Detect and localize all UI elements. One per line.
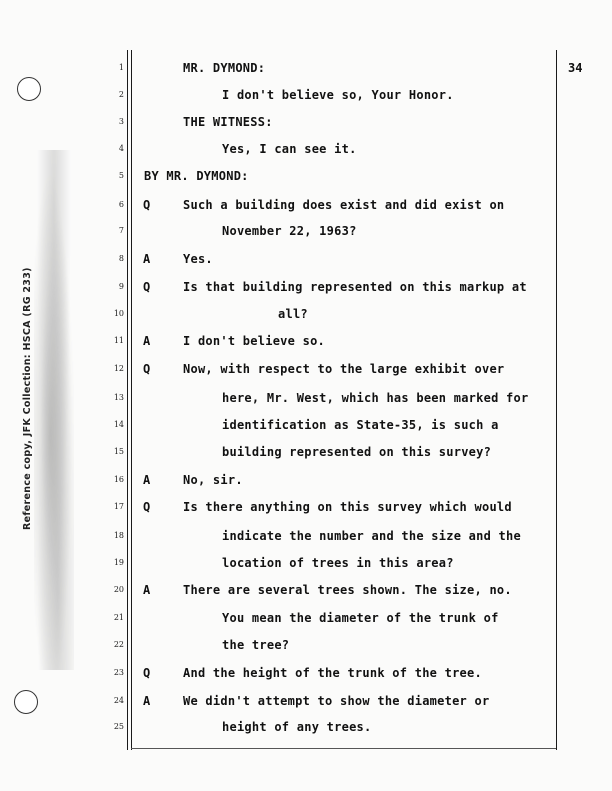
question-marker: Q — [143, 362, 151, 376]
transcript-line — [0, 556, 612, 576]
line-text: Yes, I can see it. — [222, 142, 357, 156]
line-text: We didn't attempt to show the diameter or — [183, 694, 490, 708]
question-marker: Q — [143, 198, 151, 212]
transcript-line — [0, 473, 612, 493]
bottom-rule — [131, 748, 556, 749]
line-number: 8 — [118, 254, 124, 263]
transcript-line — [0, 88, 612, 108]
transcript-line — [0, 445, 612, 465]
line-text: There are several trees shown. The size, no. — [183, 583, 512, 597]
line-number: 10 — [113, 309, 124, 318]
question-marker: Q — [143, 280, 151, 294]
line-number: 24 — [113, 696, 124, 705]
line-text: height of any trees. — [222, 720, 372, 734]
line-number: 13 — [113, 393, 124, 402]
line-text: I don't believe so, Your Honor. — [222, 88, 454, 102]
transcript-line — [0, 61, 612, 81]
transcript-line — [0, 638, 612, 658]
line-number: 22 — [113, 640, 124, 649]
line-text: identification as State-35, is such a — [222, 418, 499, 432]
transcript-line — [0, 115, 612, 135]
line-text: location of trees in this area? — [222, 556, 454, 570]
line-number: 19 — [113, 558, 124, 567]
transcript-line — [0, 169, 612, 189]
line-text: here, Mr. West, which has been marked for — [222, 391, 529, 405]
line-number: 5 — [118, 171, 124, 180]
transcript-line — [0, 362, 612, 382]
line-text: all? — [278, 307, 308, 321]
line-number: 14 — [113, 420, 124, 429]
line-number: 4 — [118, 144, 124, 153]
transcript-line — [0, 694, 612, 714]
line-number: 18 — [113, 531, 124, 540]
transcript-line — [0, 583, 612, 603]
line-text: Yes. — [183, 252, 213, 266]
line-text: You mean the diameter of the trunk of — [222, 611, 499, 625]
line-text: And the height of the trunk of the tree. — [183, 666, 482, 680]
line-number: 3 — [118, 117, 124, 126]
line-number: 7 — [118, 226, 124, 235]
transcript-line — [0, 720, 612, 740]
line-number: 20 — [113, 585, 124, 594]
transcript-line — [0, 252, 612, 272]
transcript-line — [0, 280, 612, 300]
line-number: 9 — [118, 282, 124, 291]
transcript-line — [0, 529, 612, 549]
line-text: BY MR. DYMOND: — [144, 169, 249, 183]
answer-marker: A — [143, 252, 151, 266]
line-text: indicate the number and the size and the — [222, 529, 521, 543]
line-number: 1 — [118, 63, 124, 72]
transcript-line — [0, 224, 612, 244]
transcript-line — [0, 334, 612, 354]
line-number: 16 — [113, 475, 124, 484]
answer-marker: A — [143, 583, 151, 597]
answer-marker: A — [143, 694, 151, 708]
question-marker: Q — [143, 500, 151, 514]
line-text: Is that building represented on this markup at — [183, 280, 527, 294]
line-number: 15 — [113, 447, 124, 456]
line-number: 11 — [113, 336, 124, 345]
line-text: building represented on this survey? — [222, 445, 492, 459]
question-marker: Q — [143, 666, 151, 680]
line-text: Now, with respect to the large exhibit over — [183, 362, 505, 376]
line-number: 21 — [113, 613, 124, 622]
line-text: I don't believe so. — [183, 334, 326, 348]
transcript-line — [0, 611, 612, 631]
line-text: THE WITNESS: — [183, 115, 273, 129]
line-text: MR. DYMOND: — [183, 61, 266, 75]
transcript-line — [0, 142, 612, 162]
answer-marker: A — [143, 473, 151, 487]
line-number: 6 — [118, 200, 124, 209]
line-number: 17 — [113, 502, 124, 511]
line-number: 25 — [113, 722, 124, 731]
transcript-line — [0, 307, 612, 327]
line-number: 2 — [118, 90, 124, 99]
line-text: No, sir. — [183, 473, 243, 487]
page-number: 34 — [568, 61, 583, 75]
line-text: the tree? — [222, 638, 290, 652]
transcript-line — [0, 418, 612, 438]
answer-marker: A — [143, 334, 151, 348]
line-text: Is there anything on this survey which would — [183, 500, 512, 514]
transcript-line — [0, 500, 612, 520]
line-number: 23 — [113, 668, 124, 677]
line-number: 12 — [113, 364, 124, 373]
line-text: Such a building does exist and did exist on — [183, 198, 505, 212]
transcript-line — [0, 198, 612, 218]
reference-stamp: Reference copy, JFK Collection: HSCA (RG 233) — [22, 267, 33, 530]
line-text: November 22, 1963? — [222, 224, 357, 238]
transcript-line — [0, 391, 612, 411]
transcript-line — [0, 666, 612, 686]
